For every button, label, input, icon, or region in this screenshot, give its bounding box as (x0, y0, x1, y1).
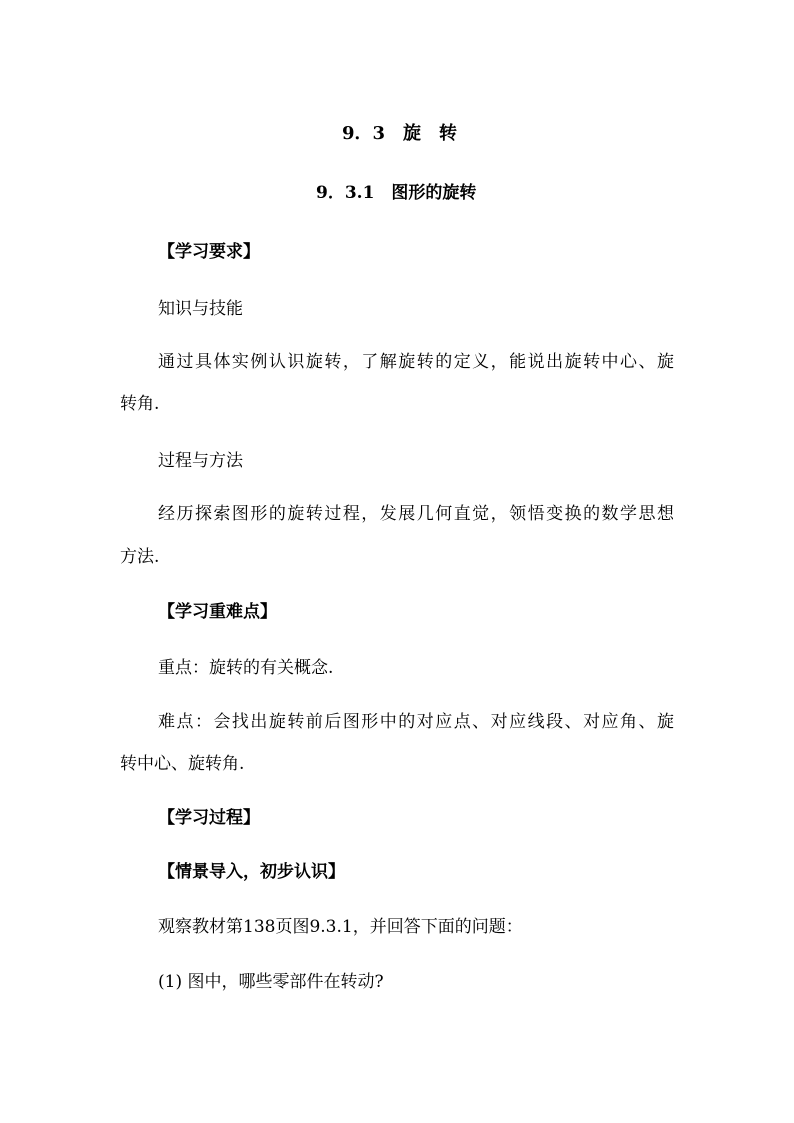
section-subtitle: 9．3.1 图形的旋转 (316, 183, 477, 203)
key-points-heading: 【学习重难点】 (158, 602, 277, 622)
knowledge-heading: 知识与技能 (158, 299, 243, 319)
requirements-heading: 【学习要求】 (158, 242, 260, 262)
page-title: 9．3 旋 转 (342, 123, 458, 144)
process-paragraph-line-1: 经历探索图形的旋转过程，发展几何直觉，领悟变换的数学思想 (158, 504, 674, 524)
difficult-point-line-1: 难点：会找出旋转前后图形中的对应点、对应线段、对应角、旋 (158, 712, 674, 732)
observe-instruction: 观察教材第138页图9.3.1，并回答下面的问题： (158, 917, 523, 937)
scenario-heading: 【情景导入，初步认识】 (158, 862, 345, 882)
knowledge-paragraph-line-1: 通过具体实例认识旋转，了解旋转的定义，能说出旋转中心、旋 (158, 352, 674, 372)
knowledge-paragraph-line-2: 转角. (120, 394, 160, 414)
process-paragraph-line-2: 方法. (120, 547, 160, 567)
process-heading: 过程与方法 (158, 451, 243, 471)
difficult-point-line-2: 转中心、旋转角. (120, 754, 245, 774)
learning-process-heading: 【学习过程】 (158, 808, 260, 828)
question-1: (1) 图中，哪些零部件在转动? (158, 972, 384, 992)
key-point-text: 重点：旋转的有关概念. (158, 658, 334, 678)
